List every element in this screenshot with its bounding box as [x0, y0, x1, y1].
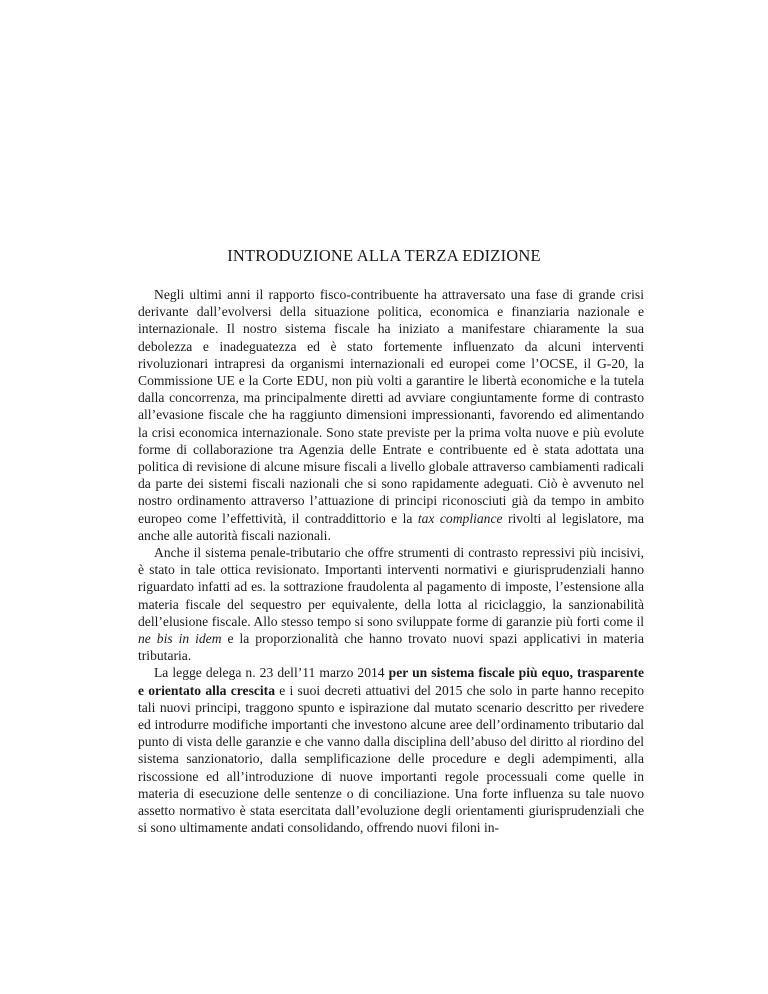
paragraph-3 — [138, 664, 644, 836]
paragraph-3-bold-phrase: per un sistema fiscale più equo, trasparente e orientato alla crescita — [138, 665, 645, 698]
page-title: INTRODUZIONE ALLA TERZA EDIZIONE — [227, 246, 541, 265]
body-text — [138, 286, 644, 837]
paragraph-2-text-a: Anche il sistema penale-tributario che offre strumenti di contrasto repressivi più incisivi, è stato in tale ottica revisionato. Importanti interventi normativi e giurisprudenziali hanno riguardato infatti ad es. la sottrazione fraudolenta al pagamento di imposte, l’estensione alla materia fiscale del sequestro per equivalente, della lotta al riciclaggio, la sanzionabilità dell’elusione fiscale. Allo stesso tempo si sono sviluppate forme di garanzie più forti come il — [138, 545, 644, 629]
paragraph-1-italic-term: tax compliance — [417, 510, 503, 526]
paragraph-2 — [138, 544, 644, 664]
paragraph-2-text-b: e la proporzionalità che hanno trovato nuovi spazi applicativi in materia tributaria. — [138, 631, 644, 664]
paragraph-3-text-a: La legge delega n. 23 dell’11 marzo 2014 — [154, 665, 389, 681]
paragraph-1 — [138, 286, 644, 544]
paragraph-3-text-b: e i suoi decreti attuativi del 2015 che solo in parte hanno recepito tali nuovi principi, traggono spunto e ispirazione dal mutato scenario descritto per rivedere ed introdurre modifiche importanti che investono alcune aree dell’ordinamento tributario dal punto di vista delle garanzie e che vanno dalla disciplina dell’abuso del diritto al riordino del sistema sanzionatorio, dalla semplificazione delle procedure e degli adempimenti, alla riscossione ed all’introduzione di nuove importanti regole processuali come quelle in materia di esecuzione delle sentenze o di conciliazione. Una forte influenza su tale nuovo assetto normativo è stata esercitata dall’evoluzione degli orientamenti giurisprudenziali che si sono ultimamente andati consolidando, offrendo nuovi filoni in- — [138, 682, 644, 836]
paragraph-2-italic-term: ne bis in idem — [138, 631, 222, 647]
paragraph-1-text-a: Negli ultimi anni il rapporto fisco-contribuente ha attraversato una fase di grande crisi derivante dall’evolversi della situazione politica, economica e finanziaria nazionale e internazionale. Il nostro sistema fiscale ha iniziato a manifestare chiaramente la sua debolezza e inadeguatezza ed è stato fortemente influenzato da alcuni interventi rivoluzionari intrapresi da organismi internazionali ed europei come l’OCSE, il G-20, la Commissione UE e la Corte EDU, non più volti a garantire le libertà economiche e la tutela dalla concorrenza, ma principalmente diretti ad avviare congiuntamente forme di contrasto all’evasione fiscale che ha raggiunto dimensioni impressionanti, favorendo ed alimentando la crisi economica internazionale. Sono state previste per la prima volta nuove e più evolute forme di collaborazione tra Agenzia delle Entrate e contribuente ed è stata adottata una politica di revisione di alcune misure fiscali a livello globale attraverso cambiamenti radicali da parte dei sistemi fiscali nazionali che si sono rapidamente adeguati. Ciò è avvenuto nel nostro ordinamento attraverso l’attuazione di principi riconosciuti già da tempo in ambito europeo come l’effettività, il contraddittorio e la — [138, 287, 644, 526]
paragraph-1-text-b: rivolti al legislatore, ma anche alle autorità fiscali nazionali. — [138, 510, 644, 543]
